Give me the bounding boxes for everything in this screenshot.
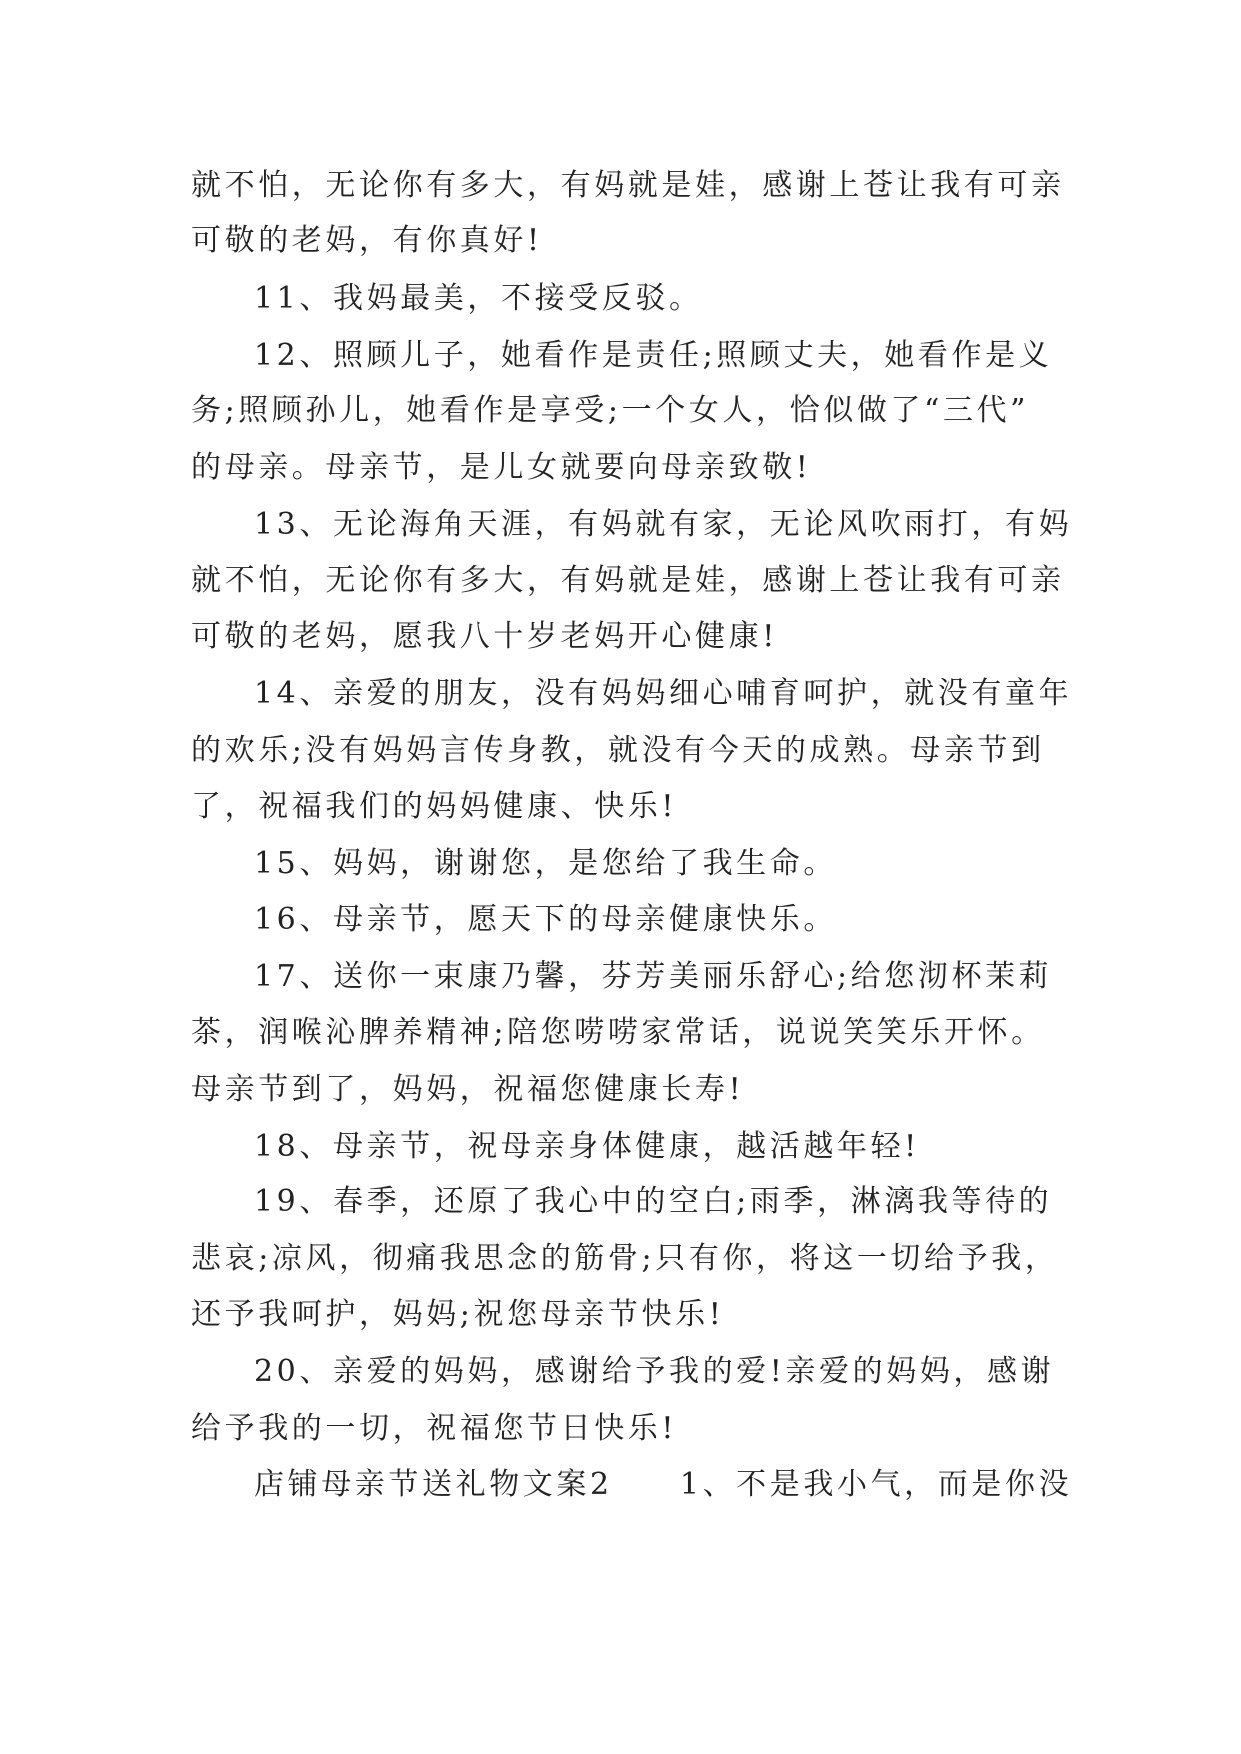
text-line: 18、母亲节，祝母亲身体健康，越活越年轻!	[254, 1129, 920, 1164]
text-line: 15、妈妈，谢谢您，是您给了我生命。	[254, 846, 837, 881]
text-line: 店铺母亲节送礼物文案2 1、不是我小气，而是你没	[254, 1467, 1073, 1502]
text-line: 16、母亲节，愿天下的母亲健康快乐。	[254, 902, 837, 937]
text-line: 17、送你一束康乃馨，芬芳美丽乐舒心;给您沏杯茉莉	[254, 959, 1053, 994]
text-line: 19、春季，还原了我心中的空白;雨季，淋漓我等待的	[254, 1184, 1053, 1219]
text-line: 可敬的老妈，愿我八十岁老妈开心健康!	[191, 619, 778, 654]
text-line: 还予我呵护，妈妈;祝您母亲节快乐!	[191, 1297, 725, 1332]
text-line: 11、我妈最美，不接受反驳。	[254, 281, 703, 316]
text-line: 了，祝福我们的妈妈健康、快乐!	[191, 789, 678, 824]
text-line: 13、无论海角天涯，有妈就有家，无论风吹雨打，有妈	[254, 507, 1073, 542]
text-line: 务;照顾孙儿，她看作是享受;一个女人，恰似做了“三代”	[191, 393, 1030, 428]
text-line: 母亲节到了，妈妈，祝福您健康长寿!	[191, 1072, 745, 1107]
text-line: 可敬的老妈，有你真好!	[191, 223, 543, 258]
text-line: 14、亲爱的朋友，没有妈妈细心哺育呵护，就没有童年	[254, 676, 1073, 711]
text-line: 的母亲。母亲节，是儿女就要向母亲致敬!	[191, 450, 812, 485]
text-line: 12、照顾儿子，她看作是责任;照顾丈夫，她看作是义	[254, 338, 1053, 373]
text-line: 就不怕，无论你有多大，有妈就是娃，感谢上苍让我有可亲	[191, 563, 1065, 598]
text-line: 的欢乐;没有妈妈言传身教，就没有今天的成熟。母亲节到	[191, 733, 1045, 768]
text-line: 给予我的一切，祝福您节日快乐!	[191, 1411, 678, 1446]
text-line: 20、亲爱的妈妈，感谢给予我的爱!亲爱的妈妈，感谢	[254, 1354, 1055, 1389]
text-line: 就不怕，无论你有多大，有妈就是娃，感谢上苍让我有可亲	[191, 168, 1065, 203]
text-line: 茶，润喉沁脾养精神;陪您唠唠家常话，说说笑笑乐开怀。	[191, 1015, 1045, 1050]
text-line: 悲哀;凉风，彻痛我思念的筋骨;只有你，将这一切给予我，	[191, 1241, 1059, 1276]
